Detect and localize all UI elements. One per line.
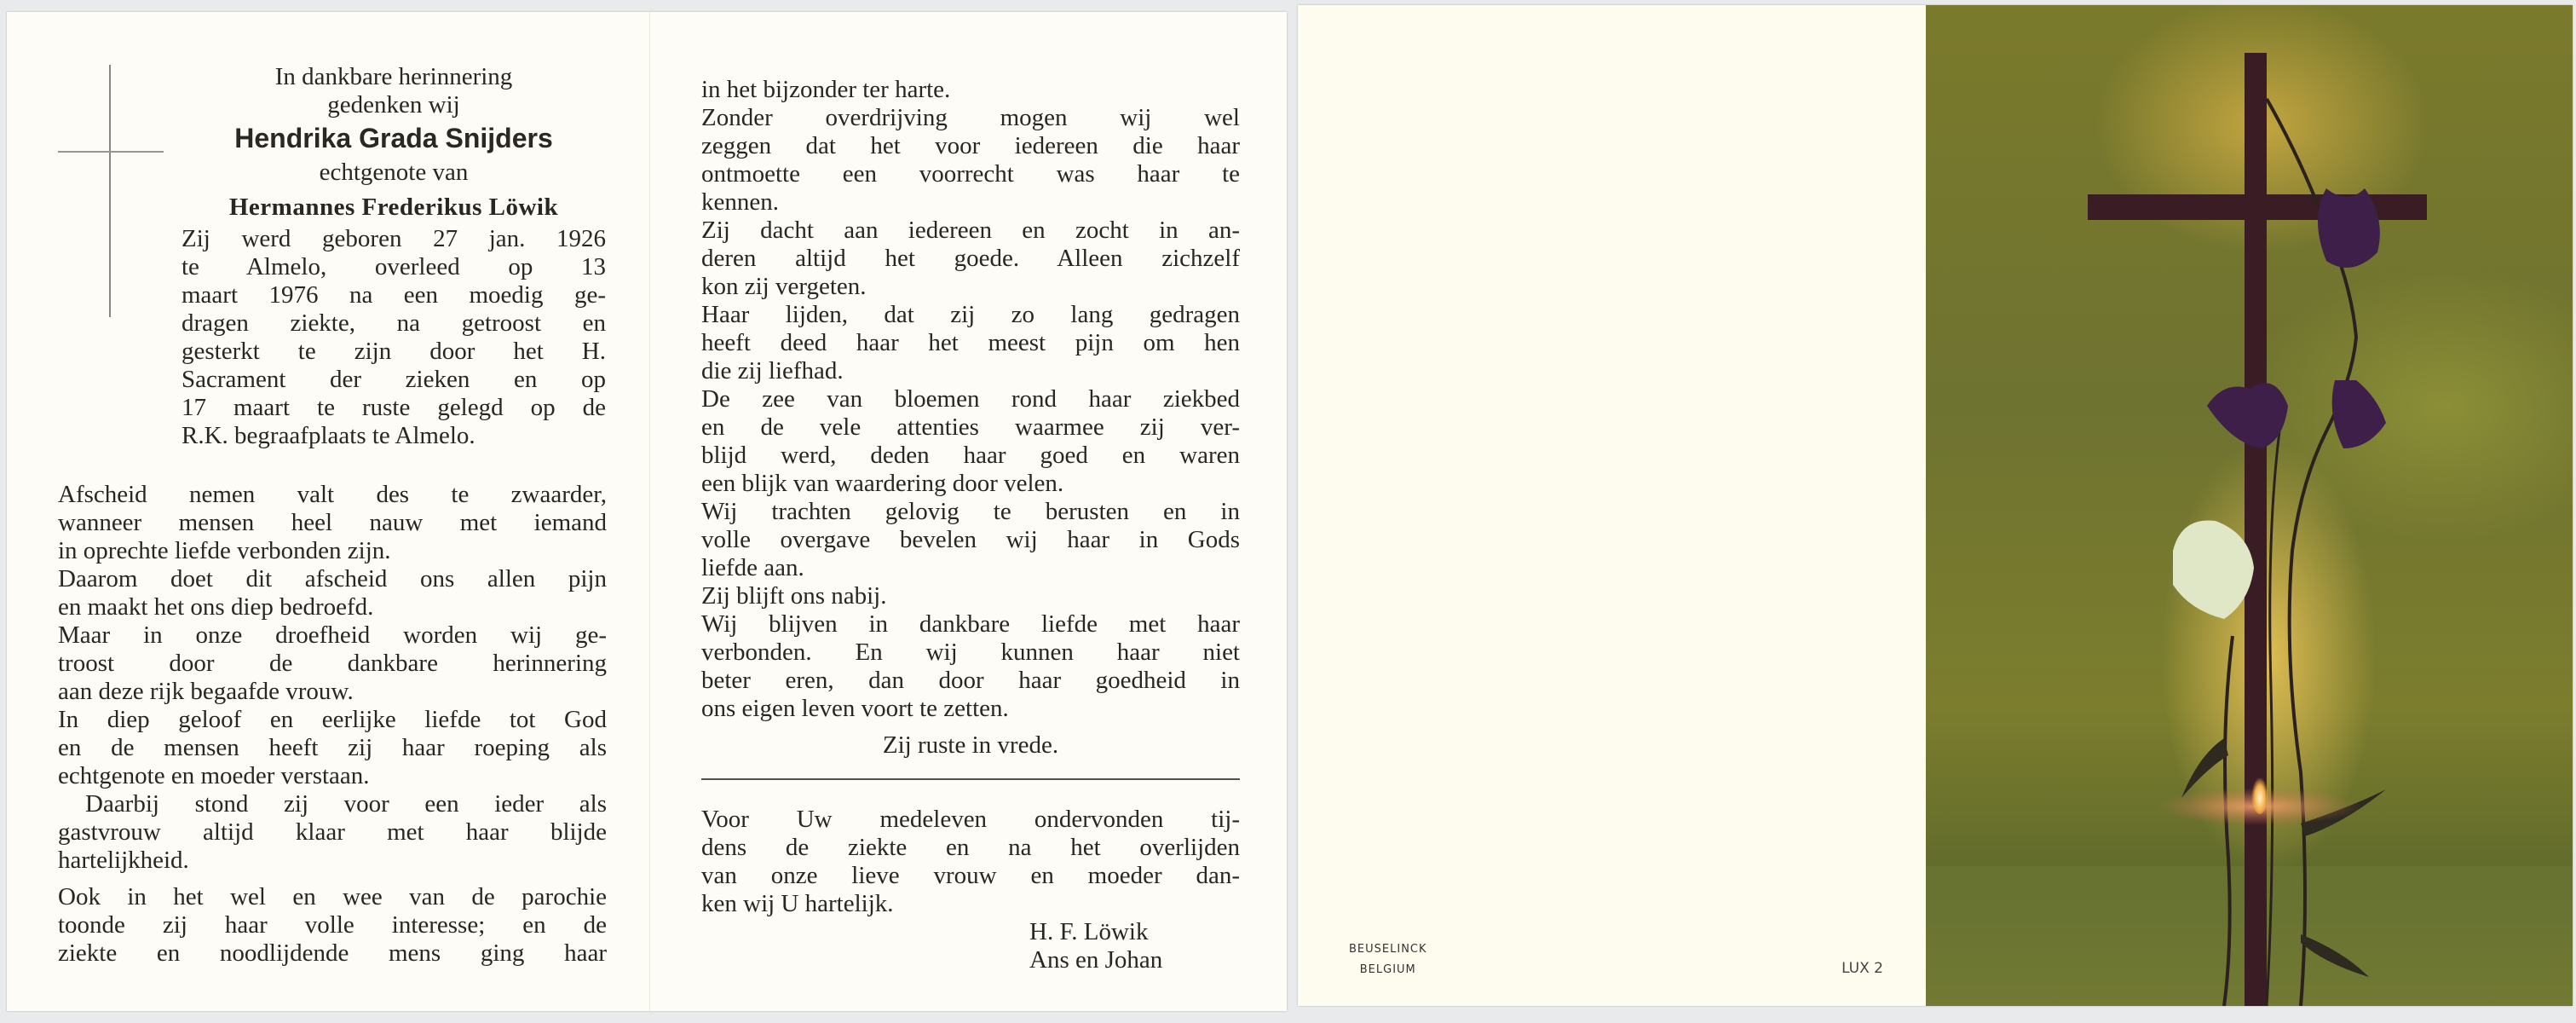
right-panel (650, 12, 1287, 1011)
intro-line: In dankbare herinnering (274, 63, 513, 90)
text-line: toonde zij haar volle interesse; en de (58, 911, 607, 939)
text-line: volle overgave bevelen wij haar in Gods (701, 526, 1240, 553)
printer-name: BEUSELINCK (1349, 943, 1427, 956)
closing-line: Zij ruste in vrede. (882, 731, 1059, 759)
blank-back-page (1298, 5, 1926, 1006)
signature-line: H. F. Löwik (1029, 918, 1149, 945)
text-line: Sacrament der zieken en op (182, 366, 606, 393)
text-line: Afscheid nemen valt des te zwaarder, (58, 481, 607, 508)
bio-paragraph (182, 225, 606, 450)
left-panel (7, 12, 649, 1011)
deceased-name: Hendrika Grada Snijders (234, 123, 553, 153)
text-line: liefde aan. (701, 554, 804, 581)
text-line: 17 maart te ruste gelegd op de (182, 394, 606, 421)
candle-flame-icon (2251, 773, 2268, 814)
spouse-name: Hermannes Frederikus Löwik (228, 194, 559, 221)
text-line: De zee van bloemen rond haar ziekbed (701, 385, 1240, 413)
text-line: echtgenote en moeder verstaan. (58, 762, 370, 789)
printer-country: BELGIUM (1359, 963, 1416, 976)
text-line: Zonder overdrijving mogen wij wel (701, 104, 1240, 131)
text-line: Wij trachten gelovig te berusten en in (701, 498, 1240, 525)
text-line: ontmoette een voorrecht was haar te (701, 160, 1240, 188)
text-line: deren altijd het goede. Alleen zichzelf (701, 245, 1240, 272)
text-line: Zij blijft ons nabij. (701, 582, 887, 610)
signature-block (1029, 918, 1240, 974)
memorial-card-inside (7, 12, 1287, 1011)
text-line: blijd werd, deden haar goed en waren (701, 442, 1240, 469)
text-line: gastvrouw altijd klaar met haar blijde (58, 818, 607, 846)
text-line: en de mensen heeft zij haar roeping als (58, 734, 607, 761)
text-line: Ook in het wel en wee van de parochie (58, 883, 607, 910)
text-line: van onze lieve vrouw en moeder dan- (701, 862, 1240, 889)
divider-rule (701, 778, 1240, 780)
text-line: ons eigen leven voort te zetten. (701, 695, 1009, 722)
text-line: en de vele attenties waarmee zij ver- (701, 413, 1240, 441)
text-line: in het bijzonder ter harte. (701, 76, 951, 103)
text-line: Zij dacht aan iedereen en zocht in an- (701, 217, 1240, 244)
text-line: Voor Uw medeleven ondervonden tij- (701, 806, 1240, 833)
text-line: Daarbij stond zij voor een ieder als (85, 790, 607, 818)
text-line: maart 1976 na een moedig ge- (182, 281, 606, 309)
text-line: te Almelo, overleed op 13 (182, 253, 606, 280)
cross-icon-vertical (109, 65, 111, 317)
text-line: verbonden. En wij kunnen haar niet (701, 639, 1240, 666)
text-line: zeggen dat het voor iedereen die haar (701, 132, 1240, 159)
text-line: ken wij U hartelijk. (701, 890, 894, 917)
intro-line: gedenken wij (327, 91, 460, 118)
thanks-paragraph (701, 806, 1240, 918)
bellflower (2318, 188, 2380, 268)
text-line: Daarom doet dit afscheid ons allen pijn (58, 565, 607, 592)
text-line: heeft deed haar het meest pijn om hen (701, 329, 1240, 356)
relation-line: echtgenote van (319, 159, 469, 186)
text-line: troost door de dankbare herinnering (58, 650, 607, 677)
continued-text (701, 76, 1240, 723)
text-line: een blijk van waardering door velen. (701, 470, 1064, 497)
text-line: Maar in onze droefheid worden wij ge- (58, 621, 607, 649)
text-line: kennen. (701, 188, 779, 216)
text-line: Wij blijven in dankbare liefde met haar (701, 610, 1240, 638)
text-line: ziekte en noodlijdende mens ging haar (58, 939, 607, 967)
text-line: Zij werd geboren 27 jan. 1926 (182, 225, 606, 252)
text-line: en maakt het ons diep bedroefd. (58, 593, 374, 621)
text-line: In diep geloof en eerlijke liefde tot God (58, 706, 607, 733)
text-line: beter eren, dan door haar goedheid in (701, 667, 1240, 694)
printer-imprint (1349, 939, 1427, 980)
text-line: hartelijkheid. (58, 847, 189, 874)
text-line: dens de ziekte en na het overlijden (701, 834, 1240, 861)
text-line: R.K. begraafplaats te Almelo. (182, 422, 475, 449)
cover-photo (1926, 5, 2573, 1006)
text-line: kon zij vergeten. (701, 273, 867, 300)
continued-text-block (701, 76, 1240, 974)
cross-photo-illustration (1926, 5, 2573, 1006)
cross-icon-horizontal (58, 151, 164, 153)
text-line: in oprechte liefde verbonden zijn. (58, 537, 391, 564)
text-line: die zij liefhad. (701, 357, 844, 384)
memorial-card-outside (1298, 5, 2573, 1006)
text-line: aan deze rijk begaafde vrouw. (58, 678, 354, 705)
white-flower (2173, 520, 2254, 619)
header-block (182, 63, 606, 450)
text-line: gesterkt te zijn door het H. (182, 338, 606, 365)
bellflower (2332, 380, 2386, 448)
signature-line: Ans en Johan (1029, 946, 1163, 974)
bellflower (2207, 383, 2288, 448)
text-line: dragen ziekte, na getroost en (182, 309, 606, 337)
text-line: Haar lijden, dat zij zo lang gedragen (701, 301, 1240, 328)
text-line: wanneer mensen heel nauw met iemand (58, 509, 607, 536)
tribute-text (58, 481, 607, 968)
model-code: LUX 2 (1841, 960, 1883, 977)
